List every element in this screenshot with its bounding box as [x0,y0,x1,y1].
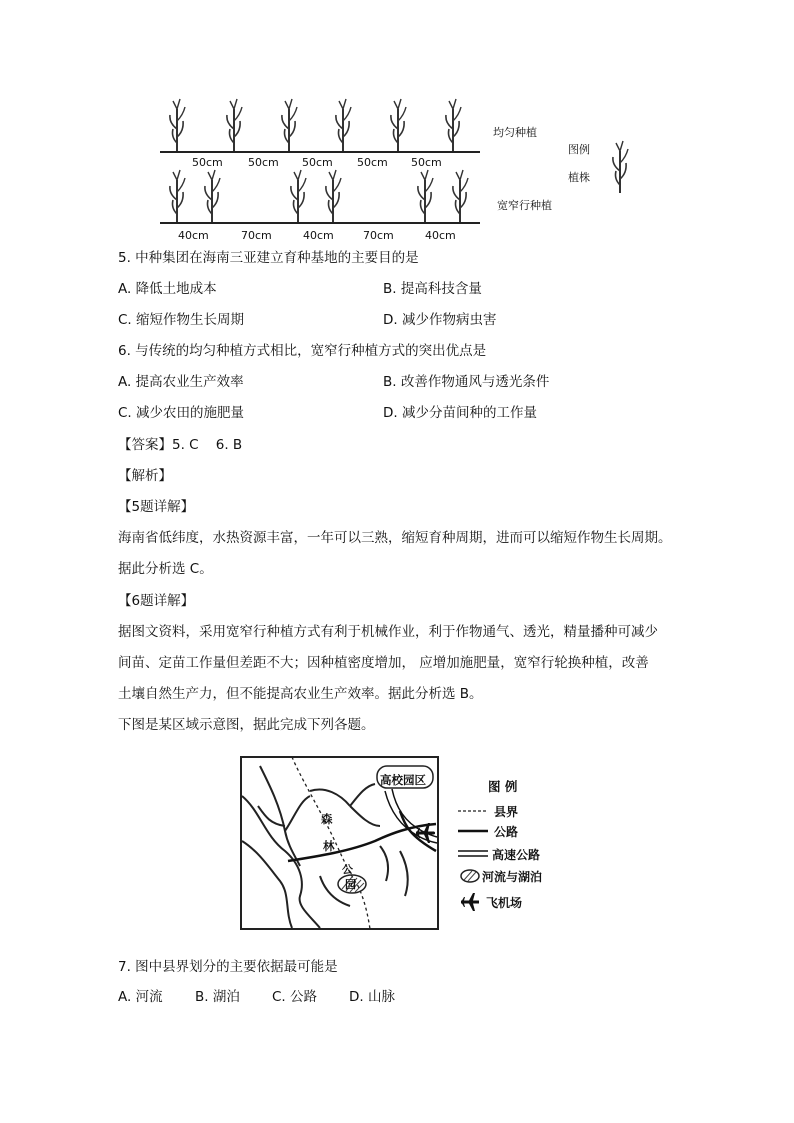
plant [336,99,351,151]
spacing-label: 40cm [178,229,209,242]
q6-option-d: D. 减少分苗间种的工作量 [383,405,537,421]
q5-option-b: B. 提高科技含量 [383,281,482,297]
legend-airport: 飞机场 [486,896,523,910]
legend-boundary: 县界 [494,805,519,819]
intro-line: 下图是某区域示意图，据此完成下列各题。 [118,717,375,733]
q6-detail-body [118,619,678,707]
q7-option-b: B. 湖泊 [195,989,240,1005]
legend-expressway: 高速公路 [492,848,541,862]
plant [326,170,341,222]
q5-option-d: D. 减少作物病虫害 [383,312,497,328]
q5-detail-body [118,525,678,582]
park-label: 园 [345,878,356,891]
row1-label: 均匀种植 [493,126,537,139]
spacing-label: 70cm [241,229,272,242]
plant [291,170,306,222]
q6-option-c: C. 减少农田的施肥量 [118,405,245,421]
lake-symbol [461,870,479,882]
q7-option-c: C. 公路 [272,989,318,1005]
q6-detail-line: 据图文资料，采用宽窄行种植方式有利于机械作业，利于作物通气、透光，精量播种可减少 [118,624,658,640]
row2-plants [170,170,468,222]
q7-option-d: D. 山脉 [349,989,395,1005]
spacing-label: 50cm [357,156,388,169]
analysis-heading: 【解析】 [118,468,172,484]
spacing-label: 40cm [425,229,456,242]
map-legend [458,773,588,923]
forest-label: 林 [323,839,335,853]
q6-detail-line: 间苗、定苗工作量但差距不大；因种植密度增加， 应增加施肥量，宽窄行轮换种植，改善 [118,655,649,671]
park-label: 公 [342,863,353,876]
plant [418,170,433,222]
legend-road: 公路 [494,825,519,839]
spacing-label: 50cm [302,156,333,169]
campus-label: 高校园区 [380,773,426,787]
legend-river-lake: 河流与湖泊 [482,870,543,884]
forest-label: 森 [321,812,333,826]
q5-option-c: C. 缩短作物生长周期 [118,312,245,328]
q6-detail-line: 土壤自然生产力，但不能提高农业生产效率。据此分析选 B。 [118,686,483,702]
legend-plant [613,141,628,193]
plant [227,99,242,151]
q5-detail-line: 海南省低纬度，水热资源丰富，一年可以三熟，缩短育种周期，进而可以缩短作物生长周期。 [118,530,672,546]
q5-detail-line: 据此分析选 C。 [118,561,213,577]
q6-option-a: A. 提高农业生产效率 [118,374,244,390]
plant [170,99,185,151]
q5-stem: 5. 中种集团在海南三亚建立育种基地的主要目的是 [118,250,419,266]
map-legend-title: 图 例 [488,779,518,794]
row1-plants [170,99,461,151]
plant [453,170,468,222]
spacing-label: 40cm [303,229,334,242]
answer-line: 【答案】5. C 6. B [118,437,243,453]
plant [446,99,461,151]
legend-item: 植株 [568,171,590,184]
q7-stem: 7. 图中县界划分的主要依据最可能是 [118,959,338,975]
q5-detail-heading: 【5题详解】 [118,499,195,515]
plant [205,170,220,222]
plant [170,170,185,222]
q7-option-a: A. 河流 [118,989,163,1005]
spacing-label: 70cm [363,229,394,242]
row2-label: 宽窄行种植 [497,199,552,212]
airport-symbol [461,893,479,911]
q6-stem: 6. 与传统的均匀种植方式相比，宽窄行种植方式的突出优点是 [118,343,487,359]
spacing-label: 50cm [192,156,223,169]
q6-detail-heading: 【6题详解】 [118,593,195,609]
plant [391,99,406,151]
q6-option-b: B. 改善作物通风与透光条件 [383,374,550,390]
spacing-label: 50cm [411,156,442,169]
spacing-label: 50cm [248,156,279,169]
plant [282,99,297,151]
q5-option-a: A. 降低土地成本 [118,281,217,297]
legend-title: 图例 [568,143,590,156]
